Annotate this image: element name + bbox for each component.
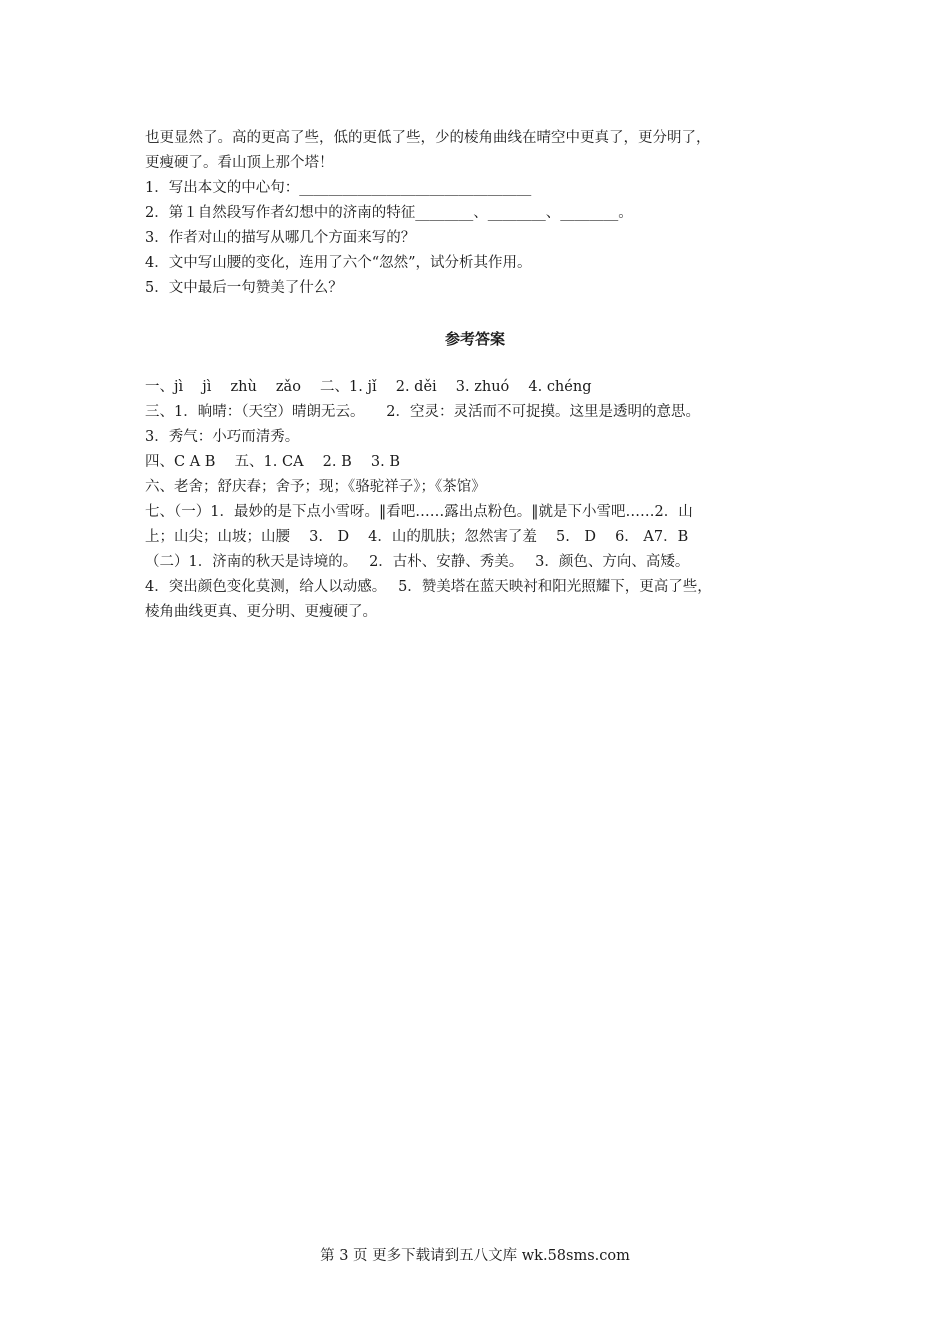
question-1: 1．写出本文的中心句：________________________________: [145, 180, 532, 196]
answer-line-1: 一、jì jì zhù zǎo 二、1. jǐ 2. děi 3. zhuó 4. chéng: [145, 379, 592, 395]
answer-line-6: 七、（一）1．最妙的是下点小雪呀。‖看吧……露出点粉色。‖就是下小雪吧……2．山: [145, 504, 693, 520]
answer-line-5: 六、老舍；舒庆春；舍予；现；《骆驼祥子》；《茶馆》: [145, 479, 486, 495]
question-2: 2．第１自然段写作者幻想中的济南的特征________、________、________。: [145, 205, 633, 221]
answer-line-2: 三、1．晌晴：（天空）晴朗无云。 2．空灵：灵活而不可捉摸。这里是透明的意思。: [145, 404, 700, 420]
page-footer: 第 3 页 更多下载请到五八文库 wk.58sms.com: [320, 1248, 630, 1264]
answers-title: 参考答案: [444, 330, 505, 348]
answer-line-10: 棱角曲线更真、更分明、更瘦硬了。: [145, 604, 377, 620]
question-5: 5．文中最后一句赞美了什么？: [145, 280, 343, 296]
answer-line-8: （二）1．济南的秋天是诗境的。 2．古朴、安静、秀美。 3．颜色、方向、高矮。: [145, 554, 690, 570]
passage-line-2: 更瘦硬了。看山顶上那个塔！: [145, 155, 334, 171]
answer-line-3: 3．秀气：小巧而清秀。: [145, 429, 300, 445]
question-3: 3．作者对山的描写从哪几个方面来写的？: [145, 230, 416, 246]
answer-line-4: 四、C A B 五、1. CA 2. B 3. B: [145, 454, 400, 470]
question-4: 4．文中写山腰的变化，连用了六个“忽然”，试分析其作用。: [145, 255, 532, 271]
answer-line-7: 上；山尖；山坡；山腰 3. D 4．山的肌肤；忽然害了羞 5. D 6. A7．B: [145, 529, 689, 545]
answer-line-9: 4．突出颜色变化莫测，给人以动感。 5．赞美塔在蓝天映衬和阳光照耀下，更高了些，: [145, 579, 712, 595]
passage-line-1: 也更显然了。高的更高了些，低的更低了些，少的棱角曲线在晴空中更真了，更分明了，: [145, 130, 711, 146]
